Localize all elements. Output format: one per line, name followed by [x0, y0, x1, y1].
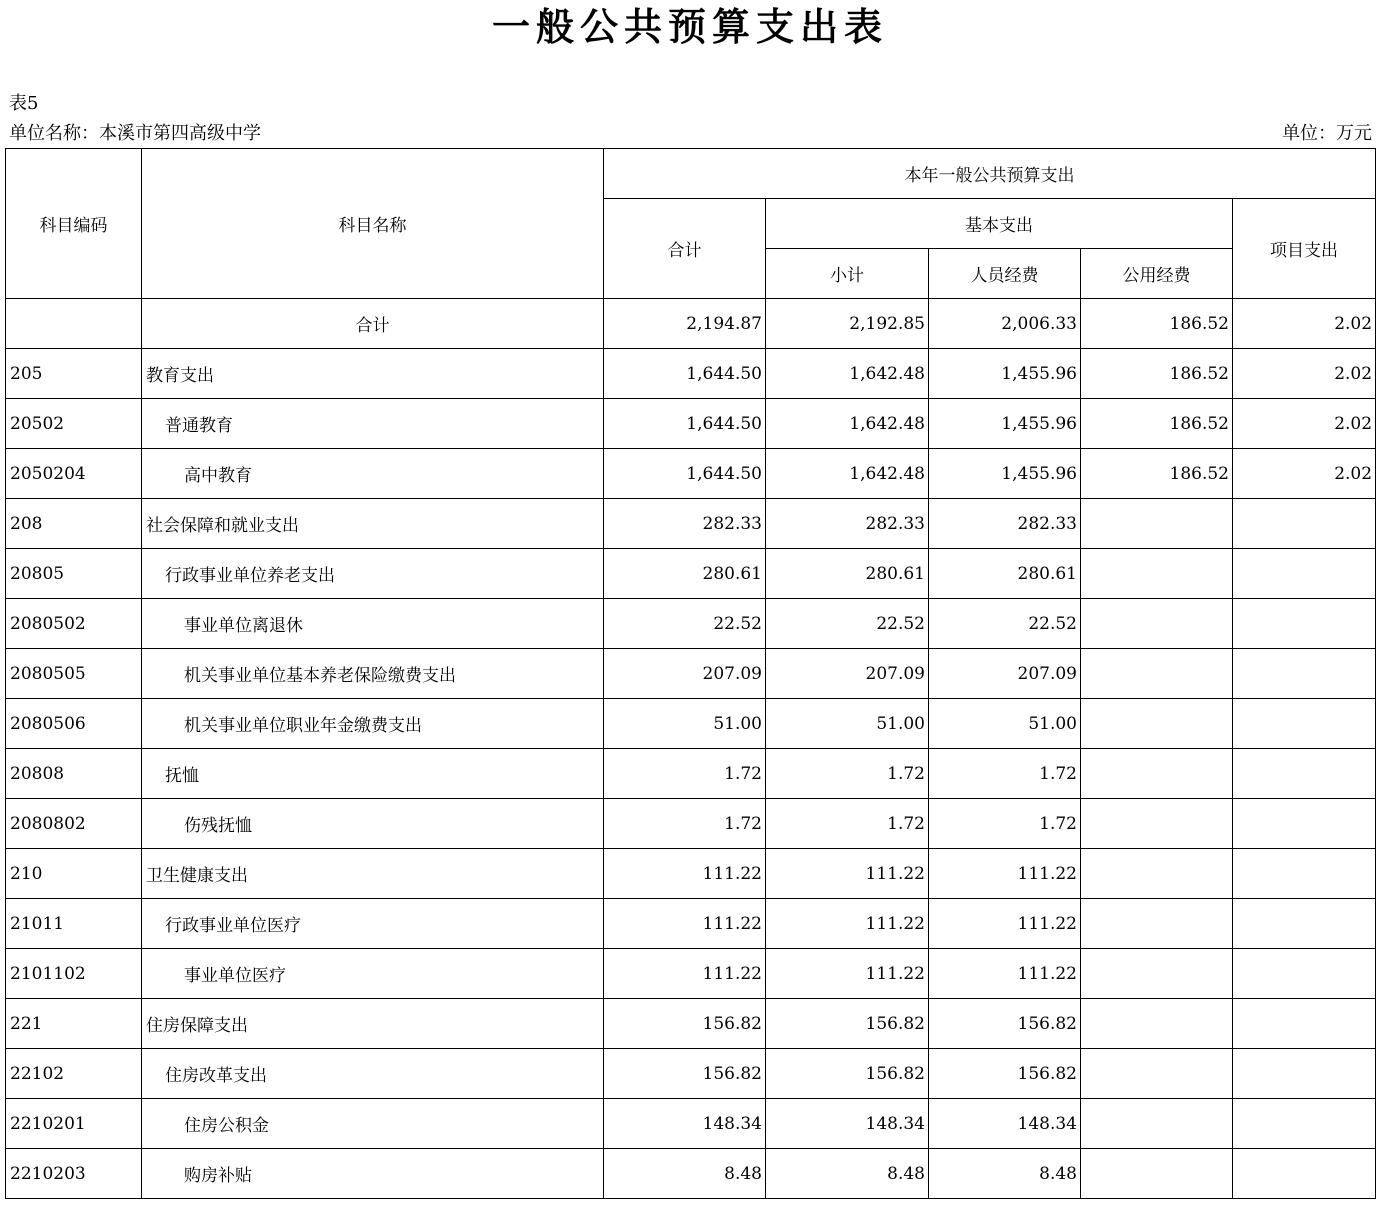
personnel-cost-cell: 280.61 — [929, 549, 1081, 599]
subject-name-cell: 机关事业单位职业年金缴费支出 — [142, 699, 604, 749]
total-code-cell — [6, 299, 142, 349]
project-expenditure-cell — [1233, 1049, 1376, 1099]
subtotal-cell: 1.72 — [766, 799, 929, 849]
total-cell: 148.34 — [604, 1099, 766, 1149]
subject-name-cell: 普通教育 — [142, 399, 604, 449]
public-cost-cell — [1081, 549, 1233, 599]
subtotal-cell: 156.82 — [766, 1049, 929, 1099]
total-cell: 8.48 — [604, 1149, 766, 1199]
subject-name-cell: 住房保障支出 — [142, 999, 604, 1049]
public-cost-cell: 186.52 — [1081, 349, 1233, 399]
subtotal-cell: 1.72 — [766, 749, 929, 799]
header-project-expenditure: 项目支出 — [1233, 199, 1376, 299]
subject-code-cell: 2210203 — [6, 1149, 142, 1199]
subject-name-cell: 社会保障和就业支出 — [142, 499, 604, 549]
total-cell: 156.82 — [604, 999, 766, 1049]
project-expenditure-cell — [1233, 849, 1376, 899]
personnel-cost-cell: 1,455.96 — [929, 399, 1081, 449]
subject-name-cell: 住房改革支出 — [142, 1049, 604, 1099]
budget-expenditure-table — [5, 148, 1376, 1199]
personnel-cost-cell: 156.82 — [929, 999, 1081, 1049]
personnel-cost-cell: 8.48 — [929, 1149, 1081, 1199]
subject-code-cell: 20808 — [6, 749, 142, 799]
subject-name-cell: 事业单位医疗 — [142, 949, 604, 999]
table-row — [6, 1099, 1376, 1149]
total-cell: 111.22 — [604, 849, 766, 899]
total-row — [6, 299, 1376, 349]
subject-code-cell: 2210201 — [6, 1099, 142, 1149]
subtotal-cell: 282.33 — [766, 499, 929, 549]
subject-code-cell: 2080502 — [6, 599, 142, 649]
personnel-cost-cell: 1,455.96 — [929, 349, 1081, 399]
header-annual-budget-group: 本年一般公共预算支出 — [604, 149, 1376, 199]
public-cost-cell — [1081, 1099, 1233, 1149]
header-subject-name: 科目名称 — [142, 149, 604, 299]
page-title: 一般公共预算支出表 — [491, 4, 888, 49]
table-row — [6, 349, 1376, 399]
project-expenditure-cell — [1233, 899, 1376, 949]
total-cell: 280.61 — [604, 549, 766, 599]
subject-code-cell: 20805 — [6, 549, 142, 599]
project-expenditure-cell — [1233, 699, 1376, 749]
subject-name-cell: 住房公积金 — [142, 1099, 604, 1149]
personnel-cost-cell: 282.33 — [929, 499, 1081, 549]
subject-name-cell: 伤残抚恤 — [142, 799, 604, 849]
project-expenditure-cell — [1233, 749, 1376, 799]
table-row — [6, 499, 1376, 549]
project-expenditure-cell — [1233, 999, 1376, 1049]
table-row — [6, 449, 1376, 499]
header-basic-expenditure: 基本支出 — [766, 199, 1233, 249]
subject-name-cell: 购房补贴 — [142, 1149, 604, 1199]
subject-code-cell: 2101102 — [6, 949, 142, 999]
total-cell: 51.00 — [604, 699, 766, 749]
total-cell: 1,644.50 — [604, 449, 766, 499]
personnel-cost-cell: 111.22 — [929, 899, 1081, 949]
subtotal-cell: 8.48 — [766, 1149, 929, 1199]
subject-code-cell: 21011 — [6, 899, 142, 949]
public-cost-cell — [1081, 649, 1233, 699]
personnel-cost-cell: 148.34 — [929, 1099, 1081, 1149]
header-total: 合计 — [604, 199, 766, 299]
subtotal-cell: 156.82 — [766, 999, 929, 1049]
personnel-cost-cell: 22.52 — [929, 599, 1081, 649]
table-number: 表5 — [9, 93, 39, 114]
subtotal-cell: 22.52 — [766, 599, 929, 649]
project-expenditure-cell — [1233, 1099, 1376, 1149]
personnel-cost-cell: 1,455.96 — [929, 449, 1081, 499]
table-row — [6, 1049, 1376, 1099]
subtotal-cell: 280.61 — [766, 549, 929, 599]
public-cost-cell — [1081, 499, 1233, 549]
public-cost-cell — [1081, 1049, 1233, 1099]
personnel-cost-cell: 51.00 — [929, 699, 1081, 749]
public-cost-cell — [1081, 749, 1233, 799]
subject-name-cell: 行政事业单位养老支出 — [142, 549, 604, 599]
personnel-cost-cell: 1.72 — [929, 749, 1081, 799]
total-label-cell: 合计 — [142, 299, 604, 349]
public-cost-cell — [1081, 949, 1233, 999]
project-expenditure-cell — [1233, 949, 1376, 999]
subject-name-cell: 事业单位离退休 — [142, 599, 604, 649]
total-total-cell: 2,194.87 — [604, 299, 766, 349]
subject-name-cell: 高中教育 — [142, 449, 604, 499]
public-cost-cell — [1081, 1149, 1233, 1199]
total-cell: 282.33 — [604, 499, 766, 549]
personnel-cost-cell: 111.22 — [929, 949, 1081, 999]
subtotal-cell: 1,642.48 — [766, 349, 929, 399]
public-cost-cell — [1081, 849, 1233, 899]
total-cell: 207.09 — [604, 649, 766, 699]
subject-code-cell: 20502 — [6, 399, 142, 449]
header-subject-code: 科目编码 — [6, 149, 142, 299]
table-row — [6, 549, 1376, 599]
project-expenditure-cell — [1233, 599, 1376, 649]
subtotal-cell: 148.34 — [766, 1099, 929, 1149]
table-row — [6, 999, 1376, 1049]
table-row — [6, 649, 1376, 699]
subtotal-cell: 111.22 — [766, 949, 929, 999]
project-expenditure-cell: 2.02 — [1233, 399, 1376, 449]
subject-code-cell: 221 — [6, 999, 142, 1049]
subject-name-cell: 卫生健康支出 — [142, 849, 604, 899]
total-public-cell: 186.52 — [1081, 299, 1233, 349]
project-expenditure-cell: 2.02 — [1233, 449, 1376, 499]
public-cost-cell — [1081, 599, 1233, 649]
subject-code-cell: 208 — [6, 499, 142, 549]
subject-code-cell: 22102 — [6, 1049, 142, 1099]
unit-name-label: 单位名称：本溪市第四高级中学 — [9, 123, 261, 144]
project-expenditure-cell — [1233, 549, 1376, 599]
subject-name-cell: 机关事业单位基本养老保险缴费支出 — [142, 649, 604, 699]
total-cell: 1,644.50 — [604, 349, 766, 399]
header-subtotal: 小计 — [766, 249, 929, 299]
currency-unit-label: 单位：万元 — [1282, 123, 1372, 144]
public-cost-cell: 186.52 — [1081, 449, 1233, 499]
subject-name-cell: 行政事业单位医疗 — [142, 899, 604, 949]
subtotal-cell: 1,642.48 — [766, 449, 929, 499]
personnel-cost-cell: 207.09 — [929, 649, 1081, 699]
project-expenditure-cell — [1233, 799, 1376, 849]
subject-code-cell: 2080505 — [6, 649, 142, 699]
table-row — [6, 799, 1376, 849]
total-cell: 22.52 — [604, 599, 766, 649]
total-cell: 1,644.50 — [604, 399, 766, 449]
subject-name-cell: 教育支出 — [142, 349, 604, 399]
public-cost-cell — [1081, 699, 1233, 749]
personnel-cost-cell: 156.82 — [929, 1049, 1081, 1099]
total-cell: 111.22 — [604, 949, 766, 999]
table-row — [6, 899, 1376, 949]
project-expenditure-cell — [1233, 499, 1376, 549]
table-row — [6, 599, 1376, 649]
header-public-cost: 公用经费 — [1081, 249, 1233, 299]
subject-code-cell: 205 — [6, 349, 142, 399]
subtotal-cell: 1,642.48 — [766, 399, 929, 449]
table-row — [6, 1149, 1376, 1199]
subtotal-cell: 111.22 — [766, 849, 929, 899]
table-row — [6, 699, 1376, 749]
subject-code-cell: 2050204 — [6, 449, 142, 499]
total-cell: 111.22 — [604, 899, 766, 949]
subject-code-cell: 2080802 — [6, 799, 142, 849]
public-cost-cell — [1081, 799, 1233, 849]
total-cell: 1.72 — [604, 799, 766, 849]
subtotal-cell: 51.00 — [766, 699, 929, 749]
project-expenditure-cell — [1233, 649, 1376, 699]
total-project-cell: 2.02 — [1233, 299, 1376, 349]
subject-code-cell: 210 — [6, 849, 142, 899]
header-personnel-cost: 人员经费 — [929, 249, 1081, 299]
subject-name-cell: 抚恤 — [142, 749, 604, 799]
public-cost-cell: 186.52 — [1081, 399, 1233, 449]
public-cost-cell — [1081, 899, 1233, 949]
total-cell: 1.72 — [604, 749, 766, 799]
personnel-cost-cell: 111.22 — [929, 849, 1081, 899]
total-cell: 156.82 — [604, 1049, 766, 1099]
subtotal-cell: 207.09 — [766, 649, 929, 699]
personnel-cost-cell: 1.72 — [929, 799, 1081, 849]
project-expenditure-cell — [1233, 1149, 1376, 1199]
table-row — [6, 399, 1376, 449]
table-row — [6, 849, 1376, 899]
project-expenditure-cell: 2.02 — [1233, 349, 1376, 399]
total-personnel-cell: 2,006.33 — [929, 299, 1081, 349]
table-row — [6, 749, 1376, 799]
subtotal-cell: 111.22 — [766, 899, 929, 949]
public-cost-cell — [1081, 999, 1233, 1049]
subject-code-cell: 2080506 — [6, 699, 142, 749]
table-row — [6, 949, 1376, 999]
total-subtotal-cell: 2,192.85 — [766, 299, 929, 349]
